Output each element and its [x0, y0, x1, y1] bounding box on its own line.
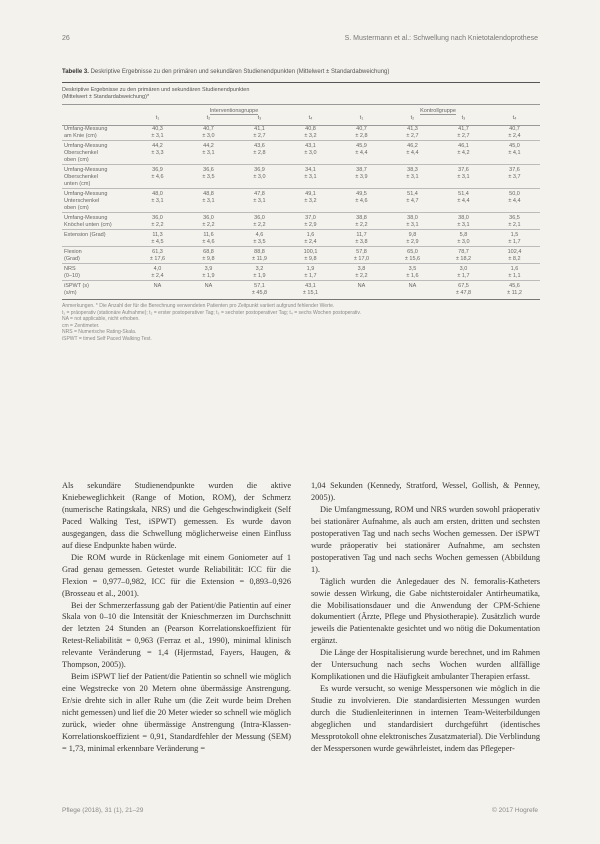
table-cell: ± 2,1: [508, 222, 521, 228]
table-cell: 41,1: [254, 126, 265, 132]
table-cell: [336, 205, 387, 213]
table-cell: ± 2,4: [151, 273, 164, 279]
page-number: 26: [62, 35, 70, 42]
table-cell: ± 2,8: [253, 150, 266, 156]
table-cell: 48,0: [132, 189, 183, 199]
table-cell: [387, 181, 438, 189]
table-cell: ± 11,2: [489, 290, 540, 300]
table-row: [62, 133, 540, 141]
table-cell: 38,3: [387, 165, 438, 175]
table-cell: [336, 157, 387, 165]
table-cell: ± 4,4: [508, 198, 521, 204]
table-note: Anmerkungen. * Die Anzahl der für die Berechnung verwendeten Patienten pro Zeitpunkt variiert aufgrund fehlender Werte.: [62, 303, 335, 309]
table-caption-text: Deskriptive Ergebnisse zu den primären und sekundären Studienendpunkten (Mittelwert ± Standardabweichung): [90, 69, 390, 75]
table-cell: 4,6: [234, 230, 285, 240]
table-title-line: Deskriptive Ergebnisse zu den primären und sekundären Studienendpunkten: [62, 87, 250, 93]
table-row: [62, 189, 540, 199]
table-cell: [285, 205, 336, 213]
table-cell: ± 2,4: [508, 133, 521, 139]
copyright-notice: © 2017 Hogrefe: [492, 807, 538, 814]
table-cell: ± 3,0: [304, 150, 317, 156]
table-cell: ± 3,1: [406, 222, 419, 228]
table-cell: ± 3,7: [508, 174, 521, 180]
table-cell: ± 4,6: [151, 174, 164, 180]
timepoint-header: t₃: [234, 115, 285, 126]
table-cell: [234, 157, 285, 165]
table-cell: 3,0: [438, 264, 489, 274]
table-cell: ± 4,5: [151, 239, 164, 245]
table-cell: 5,8: [438, 230, 489, 240]
table-cell: [489, 181, 540, 189]
row-label: Oberschenkel: [64, 174, 98, 180]
row-label: Umfang-Messung: [64, 126, 108, 132]
table-cell: ± 1,1: [508, 273, 521, 279]
table-row: [62, 264, 540, 274]
table-row: [62, 150, 540, 157]
table-cell: 38,0: [387, 213, 438, 223]
table-cell: ± 2,9: [406, 239, 419, 245]
table-cell: ± 3,1: [253, 198, 266, 204]
table-cell: ± 3,1: [151, 133, 164, 139]
table-timepoint-header-row: [62, 115, 540, 126]
table-cell: 37,6: [438, 165, 489, 175]
table-cell: 88,8: [234, 247, 285, 257]
body-paragraph: Die ROM wurde in Rückenlage mit einem Goniometer auf 1 Grad genau gemessen. Getestet wurde Reliabilität: ICC für die Flexion = 0,977–0,982, ICC für die Extension = 0,893–0,926 (Brosseau et al., 2001).: [62, 552, 291, 598]
table-cell: ± 3,1: [202, 198, 215, 204]
table-row: [62, 273, 540, 281]
row-label: Unterschenkel: [64, 198, 100, 204]
table-cell: 45,9: [336, 141, 387, 151]
table-cell: 57,8: [336, 247, 387, 257]
table-cell: ± 4,1: [508, 150, 521, 156]
table-notes: [62, 303, 540, 342]
body-paragraph: Die Länge der Hospitalisierung wurde berechnet, und im Rahmen der Untersuchung nach sechs Wochen wurden allfällige Komplikationen und die Häufigkeit ambulanter Therapien erfasst.: [311, 648, 540, 682]
table-cell: ± 1,9: [253, 273, 266, 279]
table-row: [62, 126, 540, 134]
table-cell: 100,1: [285, 247, 336, 257]
table-cell: 47,8: [234, 189, 285, 199]
table-cell: ± 3,5: [253, 239, 266, 245]
table-note: t₁ = präoperativ (stationäre Aufnahme); t₂ = erster postoperativer Tag; t₃ = sechster postoperativer Tag; t₄ = sechs Wochen postoperativ.: [62, 309, 361, 316]
body-column-right: [311, 480, 540, 755]
table-cell: ± 4,4: [457, 198, 470, 204]
table-cell: [285, 157, 336, 165]
row-label: am Knie (cm): [64, 133, 97, 139]
table-cell: [183, 205, 234, 213]
table-cell: [132, 205, 183, 213]
group-header-intervention: Interventionsgruppe: [132, 105, 336, 116]
table-cell: ± 3,1: [457, 222, 470, 228]
table-cell: ± 3,0: [253, 174, 266, 180]
table-cell: 11,6: [183, 230, 234, 240]
table-cell: ± 1,6: [406, 273, 419, 279]
body-paragraph: Die Umfangmessung, ROM und NRS wurden sowohl präoperativ bei stationärer Aufnahme, als auch am ersten, dritten und sechsten postoperativen Tag und nach sechs Wochen gemessen. Der iSPWT wurde präoperativ bei stationärer Aufnahme, am sechsten postoperativen Tag und nach sechs Wochen gemessen (Abbildung 1).: [311, 504, 540, 574]
timepoint-header: t₁: [336, 115, 387, 126]
table-cell: 51,4: [387, 189, 438, 199]
table-cell: 65,0: [387, 247, 438, 257]
table-cell: ± 9,8: [304, 256, 317, 262]
table-title: [62, 82, 540, 104]
table-cell: 43,1: [285, 281, 336, 291]
table-cell: 38,7: [336, 165, 387, 175]
table-cell: 48,8: [183, 189, 234, 199]
table-cell: 9,8: [387, 230, 438, 240]
table-cell: [489, 205, 540, 213]
table-cell: 36,5: [489, 213, 540, 223]
table-cell: 40,3: [152, 126, 163, 132]
table-row: [62, 247, 540, 257]
table-cell: 45,0: [489, 141, 540, 151]
table-cell: [234, 205, 285, 213]
table-note: iSPWT = timed Self Paced Walking Test.: [62, 335, 152, 342]
table-cell: ± 2,8: [355, 133, 368, 139]
table-cell: 44,2: [132, 141, 183, 151]
table-cell: [438, 181, 489, 189]
table-cell: ± 3,2: [304, 133, 317, 139]
table-cell: ± 8,2: [508, 256, 521, 262]
table-cell: 40,7: [509, 126, 520, 132]
table-cell: 67,5: [438, 281, 489, 291]
table-row: [62, 230, 540, 240]
journal-citation: Pflege (2018), 31 (1), 21–29: [62, 807, 144, 814]
table-header-empty: [62, 105, 132, 116]
table-cell: [183, 181, 234, 189]
table-cell: NA: [183, 281, 234, 291]
body-paragraph: Als sekundäre Studienendpunkte wurden die aktive Kniebeweglichkeit (Range of Motion, ROM), der Schmerz (numerische Ratingskala, NRS) und die Gehgeschwindigkeit (Self Paced Walking Test, iSPWT) gemessen. Es wurde davon ausgegangen, dass die Schwellung möglicherweise einen Einfluss auf diese Endpunkte haben würde.: [62, 481, 291, 550]
table-cell: [285, 181, 336, 189]
table-cell: 45,6: [489, 281, 540, 291]
table-cell: 46,1: [438, 141, 489, 151]
table-cell: [438, 157, 489, 165]
table-cell: [234, 181, 285, 189]
table-note: NA = not applicable, nicht erhoben.: [62, 316, 140, 322]
timepoint-header: t₂: [183, 115, 234, 126]
table-row: [62, 157, 540, 165]
row-label: Extension (Grad): [62, 230, 132, 240]
body-paragraph: Täglich wurden die Anlegedauer des N. femoralis-Katheters sowie dessen Wirkung, die Gabe nichtsteroidaler Antirheumatika, die Mobilisationsdauer und die Anwendung der CPM-Schiene dokumentiert (Ärzte, Pflege und Physiotherapie). Zusätzlich wurde jeweils die Patientenakte gesichtet und wo nötig die Dokumentation ergänzt.: [311, 576, 540, 646]
table-cell: ± 3,0: [202, 133, 215, 139]
table-cell: 11,3: [132, 230, 183, 240]
table-row: [62, 174, 540, 181]
table-title-line: (Mittelwert ± Standardabweichung)*: [62, 94, 150, 100]
table-cell: ± 4,6: [202, 239, 215, 245]
table-cell: [387, 290, 438, 300]
table-cell: 46,2: [387, 141, 438, 151]
table-caption: [62, 68, 538, 76]
row-label: (s/m): [62, 290, 132, 300]
table-cell: ± 45,8: [234, 290, 285, 300]
table-cell: ± 15,6: [404, 256, 421, 262]
table-cell: 38,0: [438, 213, 489, 223]
table-row: [62, 281, 540, 291]
table-cell: [183, 157, 234, 165]
table-cell: ± 3,1: [457, 174, 470, 180]
table-cell: 57,1: [234, 281, 285, 291]
table-cell: 36,6: [183, 165, 234, 175]
table-group-header-row: [62, 105, 540, 116]
table-cell: ± 3,1: [151, 198, 164, 204]
table-cell: ± 3,5: [202, 174, 215, 180]
table-cell: 49,5: [336, 189, 387, 199]
row-label: Umfang-Messung: [62, 141, 132, 151]
table-cell: ± 4,7: [406, 198, 419, 204]
running-head: [62, 35, 538, 47]
table-cell: ± 3,9: [355, 174, 368, 180]
table-body: [62, 126, 540, 300]
table-cell: 11,7: [336, 230, 387, 240]
row-label: Oberschenkel: [64, 150, 98, 156]
table-cell: ± 4,4: [355, 150, 368, 156]
table-cell: ± 4,2: [457, 150, 470, 156]
body-paragraph: Bei der Schmerzerfassung gab der Patient/die Patientin auf einer Skala von 0–10 die Intensität der Knieschmerzen im Durchschnitt der letzten 24 Stunden an (Pearson Korrelationskoeffizient für Retest-Reliabilität = 0,963 (Ferraz et al., 1990), minimal klinisch relevante Veränderung = 1,4 (Hjermstad, Fayers, Haugen, & Thompson, 2005)).: [62, 600, 291, 670]
table-cell: 41,7: [458, 126, 469, 132]
table-cell: 40,7: [356, 126, 367, 132]
table-row: [62, 181, 540, 189]
table-cell: ± 18,2: [455, 256, 472, 262]
row-label: oben (cm): [64, 205, 89, 211]
table-cell: ± 47,8: [438, 290, 489, 300]
table-cell: [132, 157, 183, 165]
table-cell: 43,6: [234, 141, 285, 151]
table-cell: [387, 157, 438, 165]
table-row: [62, 290, 540, 300]
body-column-left: [62, 480, 291, 755]
table-cell: ± 3,3: [151, 150, 164, 156]
table-cell: 36,0: [234, 213, 285, 223]
table-cell: ± 3,1: [304, 174, 317, 180]
table-cell: 44,2: [183, 141, 234, 151]
row-label: Flexion: [62, 247, 132, 257]
table-cell: 1,6: [489, 264, 540, 274]
table-cell: ± 1,7: [457, 273, 470, 279]
table-cell: 78,7: [438, 247, 489, 257]
row-label: unten (cm): [64, 181, 91, 187]
timepoint-header: t₃: [438, 115, 489, 126]
table-row: [62, 198, 540, 205]
table-cell: ± 2,4: [304, 239, 317, 245]
table-cell: 38,8: [336, 213, 387, 223]
body-paragraph: 1,04 Sekunden (Kennedy, Stratford, Wessel, Gollish, & Penney, 2005)).: [311, 481, 540, 502]
timepoint-header: t₁: [132, 115, 183, 126]
row-label: Umfang-Messung: [62, 213, 132, 223]
table-cell: 61,3: [132, 247, 183, 257]
table-cell: 4,0: [132, 264, 183, 274]
table-cell: ± 1,7: [508, 239, 521, 245]
table-cell: 3,5: [387, 264, 438, 274]
table-row: [62, 165, 540, 175]
results-table: [62, 104, 540, 300]
table-row: [62, 222, 540, 230]
table-cell: 3,8: [336, 264, 387, 274]
table-caption-label: Tabelle 3.: [62, 69, 89, 75]
table-cell: ± 2,2: [202, 222, 215, 228]
table-cell: 41,3: [407, 126, 418, 132]
timepoint-header: t₂: [387, 115, 438, 126]
table-cell: 3,2: [234, 264, 285, 274]
row-label: (0–10): [64, 273, 80, 279]
table-cell: ± 3,1: [406, 174, 419, 180]
row-label: oben (cm): [64, 157, 89, 163]
table-cell: ± 2,9: [304, 222, 317, 228]
table-cell: ± 17,0: [353, 256, 370, 262]
table-cell: [132, 181, 183, 189]
timepoint-header: t₄: [285, 115, 336, 126]
table-note: cm = Zentimeter.: [62, 322, 100, 329]
table-row: [62, 205, 540, 213]
table-cell: ± 1,7: [304, 273, 317, 279]
table-cell: ± 4,4: [406, 150, 419, 156]
row-label: Umfang-Messung: [62, 165, 132, 175]
row-label: NRS: [62, 264, 132, 274]
table-cell: [438, 205, 489, 213]
table-cell: [336, 181, 387, 189]
table-cell: ± 11,9: [252, 256, 267, 262]
table-cell: ± 2,2: [151, 222, 164, 228]
table-cell: ± 2,7: [406, 133, 419, 139]
table-cell: 36,0: [132, 213, 183, 223]
table-cell: ± 3,8: [355, 239, 368, 245]
running-title: S. Mustermann et al.: Schwellung nach Knietotalendoprothese: [344, 35, 538, 42]
table-cell: NA: [336, 281, 387, 291]
table-cell: ± 4,6: [355, 198, 368, 204]
table-cell: ± 3,2: [304, 198, 317, 204]
table-cell: 36,9: [132, 165, 183, 175]
table-cell: 50,0: [489, 189, 540, 199]
table-cell: ± 9,8: [202, 256, 215, 262]
table-cell: 37,6: [489, 165, 540, 175]
table-cell: ± 2,2: [355, 222, 368, 228]
table-row: [62, 141, 540, 151]
table-header-empty: [62, 115, 132, 126]
table-cell: 37,0: [285, 213, 336, 223]
row-label: Umfang-Messung: [62, 189, 132, 199]
table-cell: ± 2,7: [253, 133, 266, 139]
table-cell: 40,8: [305, 126, 316, 132]
table-row: [62, 213, 540, 223]
table-cell: 102,4: [489, 247, 540, 257]
table-cell: 34,1: [285, 165, 336, 175]
table-cell: 3,9: [183, 264, 234, 274]
table-cell: [132, 290, 183, 300]
table-cell: ± 3,1: [202, 150, 215, 156]
table-cell: 1,9: [285, 264, 336, 274]
table-cell: 1,6: [285, 230, 336, 240]
row-label: Knöchel unten (cm): [64, 222, 112, 228]
body-paragraph: Beim iSPWT lief der Patient/die Patientin so schnell wie möglich eine Wegstrecke von 20 Metern ohne übermässige Anstrengung. Er/sie drehte sich in aller Ruhe um (die Zeit wurde beim Drehen nicht gemessen) und lief die 20 Meter wieder so schnell wie möglich zurück, wieder ohne übermässige Anstrengung (Intra-Klassen-Korrelationskoeffizient = 0,91, Standardfehler der Messung (SEM) = 1,73, minimal erkennbare Veränderung =: [62, 672, 291, 753]
table-cell: 1,5: [489, 230, 540, 240]
table-cell: NA: [387, 281, 438, 291]
table-cell: [183, 290, 234, 300]
table-cell: ± 3,0: [457, 239, 470, 245]
results-table-block: [62, 82, 540, 342]
table-cell: [336, 290, 387, 300]
body-paragraph: Es wurde versucht, so wenige Messpersonen wie möglich in die Studie zu involvieren. Die standardisierten Messungen wurden durch die Studienleiterinnen in internen Team-Weiterbildungen abgeglichen und standardisiert durchgeführt (identisches Messprotokoll ohne elektronisches Zusatzmaterial). Die Verblindung der Messpersonen wurde gewährleistet, indem das Pflegeper-: [311, 684, 540, 753]
table-cell: 49,1: [285, 189, 336, 199]
table-note: NRS = Numerische Rating-Skala.: [62, 329, 137, 335]
table-row: [62, 256, 540, 264]
table-cell: ± 1,9: [202, 273, 215, 279]
table-cell: 68,8: [183, 247, 234, 257]
row-label: iSPWT (s): [62, 281, 132, 291]
table-cell: ± 2,7: [457, 133, 470, 139]
table-cell: 51,4: [438, 189, 489, 199]
row-label: [62, 239, 132, 247]
table-cell: ± 2,2: [355, 273, 368, 279]
table-cell: [489, 157, 540, 165]
table-row: [62, 239, 540, 247]
table-cell: NA: [132, 281, 183, 291]
group-header-control: Kontrollgruppe: [336, 105, 540, 116]
table-cell: [387, 205, 438, 213]
table-cell: 36,0: [183, 213, 234, 223]
page-footer: [62, 807, 538, 817]
table-cell: ± 2,2: [253, 222, 266, 228]
table-cell: ± 15,1: [285, 290, 336, 300]
table-cell: 36,9: [234, 165, 285, 175]
timepoint-header: t₄: [489, 115, 540, 126]
table-cell: 40,7: [203, 126, 214, 132]
row-label: (Grad): [64, 256, 80, 262]
table-cell: 43,1: [285, 141, 336, 151]
table-cell: ± 17,6: [149, 256, 166, 262]
